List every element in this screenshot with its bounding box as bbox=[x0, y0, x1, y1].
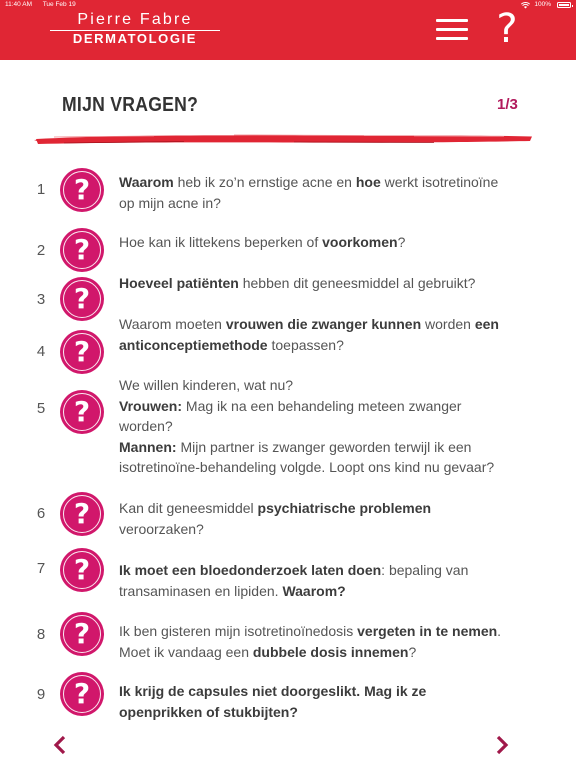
question-mark-circle-icon: ? bbox=[60, 390, 104, 434]
page-title: MIJN VRAGEN? bbox=[62, 94, 199, 116]
question-text-line: isotretinoïne-behandeling volgde. Loopt ons kind nu gevaar? bbox=[119, 459, 495, 475]
question-text-line: transaminasen en lipiden. Waarom? bbox=[119, 582, 346, 599]
question-number: 2 bbox=[36, 242, 46, 259]
status-date: Tue Feb 19 bbox=[42, 1, 76, 8]
brand-name: Pierre Fabre bbox=[77, 11, 193, 28]
question-mark-circle-icon: ? bbox=[60, 492, 104, 536]
question-text-line: Ik ben gisteren mijn isotretinoïnedosis vergeten in te nemen. bbox=[119, 623, 502, 639]
question-mark-circle-icon: ? bbox=[60, 548, 104, 592]
question-text bbox=[119, 681, 539, 722]
brush-stroke-divider bbox=[34, 128, 534, 150]
question-text-line: veroorzaken? bbox=[119, 520, 204, 537]
question-text-line: Kan dit geneesmiddel psychiatrische problemen bbox=[119, 500, 432, 516]
question-text-line: Mannen: Mijn partner is zwanger geworden terwijl ik een bbox=[119, 438, 472, 455]
question-text bbox=[119, 498, 539, 539]
question-number: 9 bbox=[36, 686, 46, 703]
page-counter: 1/3 bbox=[497, 96, 518, 113]
question-text bbox=[119, 314, 539, 355]
question-text-line: openprikken of stukbijten? bbox=[119, 703, 298, 720]
question-number: 1 bbox=[36, 181, 46, 198]
question-text bbox=[119, 621, 539, 662]
question-text-line: We willen kinderen, wat nu? bbox=[119, 377, 294, 393]
question-number: 7 bbox=[36, 560, 46, 577]
question-text-line: Ik moet een bloedonderzoek laten doen: bepaling van bbox=[119, 562, 469, 578]
menu-button[interactable] bbox=[436, 16, 468, 44]
question-number: 8 bbox=[36, 626, 46, 643]
question-text bbox=[119, 172, 539, 213]
question-text-line: Ik krijg de capsules niet doorgeslikt. Mag ik ze bbox=[119, 683, 427, 699]
hamburger-icon bbox=[436, 19, 468, 22]
question-text bbox=[119, 375, 539, 478]
question-mark-circle-icon: ? bbox=[60, 168, 104, 212]
question-text-line: Hoe kan ik littekens beperken of voorkomen? bbox=[119, 234, 406, 250]
question-text-line: Waarom moeten vrouwen die zwanger kunnen worden een bbox=[119, 316, 499, 332]
question-mark-circle-icon: ? bbox=[60, 672, 104, 716]
battery-icon bbox=[557, 2, 571, 8]
question-text-line: Hoeveel patiënten hebben dit geneesmiddel al gebruikt? bbox=[119, 275, 476, 291]
question-number: 3 bbox=[36, 291, 46, 308]
status-time: 11:40 AM bbox=[5, 1, 32, 8]
question-text-line: Waarom heb ik zo’n ernstige acne en hoe werkt isotretinoïne bbox=[119, 174, 499, 190]
question-text-line: op mijn acne in? bbox=[119, 194, 221, 211]
question-text-line: Moet ik vandaag een dubbele dosis innemen? bbox=[119, 643, 417, 660]
status-bar bbox=[0, 0, 576, 10]
question-text bbox=[119, 560, 539, 601]
chevron-right-icon[interactable] bbox=[492, 734, 512, 756]
question-number: 4 bbox=[36, 343, 46, 360]
question-text-line: worden? bbox=[119, 418, 173, 434]
battery-percentage: 100% bbox=[534, 1, 551, 8]
wifi-icon bbox=[521, 2, 530, 9]
question-text bbox=[119, 273, 539, 294]
chevron-left-icon[interactable] bbox=[50, 734, 70, 756]
brand-division: DERMATOLOGIE bbox=[72, 31, 198, 46]
question-text-line: Vrouwen: Mag ik na een behandeling meteen zwanger bbox=[119, 397, 462, 414]
question-number: 6 bbox=[36, 505, 46, 522]
question-mark-circle-icon: ? bbox=[60, 330, 104, 374]
question-text-line: anticonceptiemethode toepassen? bbox=[119, 336, 344, 353]
question-number: 5 bbox=[36, 400, 46, 417]
help-button[interactable]: ? bbox=[496, 6, 518, 52]
brand-logo bbox=[50, 11, 220, 46]
question-mark-circle-icon: ? bbox=[60, 277, 104, 321]
question-mark-circle-icon: ? bbox=[60, 228, 104, 272]
question-text bbox=[119, 232, 539, 253]
question-mark-circle-icon: ? bbox=[60, 612, 104, 656]
